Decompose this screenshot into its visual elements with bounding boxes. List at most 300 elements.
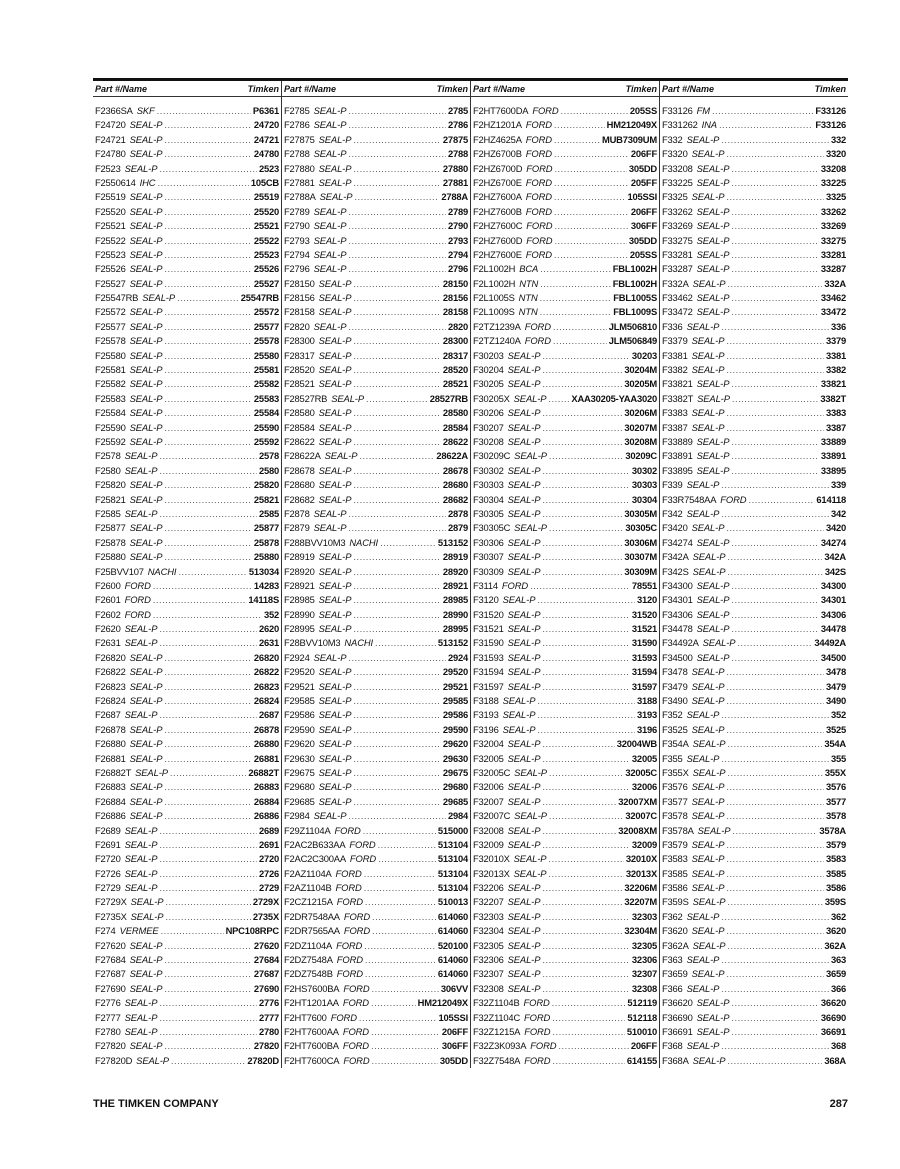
leader-dots [178,565,246,579]
table-row [93,608,281,622]
table-row [282,305,470,319]
manufacturer-name: SEAL-P [696,263,730,275]
manufacturer-name: SEAL-P [129,551,163,563]
part-number: F30208 [473,435,504,447]
part-number: F34300 [662,579,693,591]
table-row [282,824,470,838]
part-number: F3381 [662,349,688,361]
timken-number: 33225 [820,176,846,188]
column-rows [282,97,470,1068]
manufacturer-name: SEAL-P [696,234,730,246]
leader-dots [177,291,239,305]
timken-number: 33821 [820,378,846,390]
timken-number: 32006 [631,781,657,793]
timken-number: 30203 [631,349,657,361]
leader-dots [164,320,252,334]
timken-number: 31594 [631,666,657,678]
manufacturer-name: SEAL-P [691,968,725,980]
leader-dots [353,377,441,391]
leader-dots [164,363,252,377]
table-row [282,550,470,564]
leader-dots [164,953,252,967]
leader-dots [540,305,612,319]
timken-number: 14118S [248,594,279,606]
manufacturer-name: SEAL-P [507,925,541,937]
table-row [93,1011,281,1025]
table-row [471,852,659,866]
part-number: F29680 [284,781,315,793]
table-row [282,449,470,463]
manufacturer-name: SEAL-P [691,666,725,678]
part-number: F2DZ7548B [284,968,333,980]
timken-number: 27880 [442,162,468,174]
leader-dots [348,507,446,521]
leader-dots [542,651,630,665]
leader-dots [731,377,819,391]
timken-number: 3576 [825,781,846,793]
timken-number: 29680 [442,781,468,793]
part-number: F27880 [284,162,315,174]
leader-dots [165,895,251,909]
manufacturer-name: SEAL-P [318,435,352,447]
leader-dots [159,881,257,895]
timken-number: 29590 [442,723,468,735]
parts-table [93,78,848,1068]
table-row [471,320,659,334]
leader-dots [159,622,257,636]
leader-dots [727,895,823,909]
manufacturer-name: SEAL-P [129,651,163,663]
timken-number: 30309M [624,565,657,577]
leader-dots [731,464,819,478]
leader-dots [712,104,813,118]
timken-number: 25581 [253,364,279,376]
leader-dots [164,262,252,276]
timken-number: 342 [830,507,846,519]
manufacturer-name: SEAL-P [313,507,347,519]
manufacturer-name: SEAL-P [124,838,158,850]
manufacturer-name: SEAL-P [502,723,536,735]
part-number: F2550614 [95,176,136,188]
leader-dots [542,478,630,492]
table-row [660,406,848,420]
timken-number: 354A [824,738,846,750]
manufacturer-name: SEAL-P [692,565,726,577]
table-row [282,867,470,881]
timken-number: 2585 [258,507,279,519]
manufacturer-name: SEAL-P [696,306,730,318]
leader-dots [363,824,436,838]
manufacturer-name: SEAL-P [697,824,731,836]
table-row [471,406,659,420]
part-number: F29675 [284,766,315,778]
timken-number: F33126 [815,105,846,116]
table-row [282,421,470,435]
part-number: F28682 [284,493,315,505]
part-number: F2580 [95,464,121,476]
part-number: F25592 [95,435,126,447]
timken-number: 30208M [624,435,657,447]
leader-dots [542,939,630,953]
manufacturer-name: FORD [530,1040,557,1052]
part-number: F28680 [284,479,315,491]
table-row [471,435,659,449]
part-number: F2DZ7548A [284,954,333,966]
part-number: F32207 [473,896,504,908]
leader-dots [731,593,819,607]
part-number: F29521 [284,680,315,692]
manufacturer-name: SEAL-P [507,910,541,922]
leader-dots [727,939,822,953]
manufacturer-name: SEAL-P [507,838,541,850]
timken-number: 3382T [820,392,846,404]
leader-dots [726,809,824,823]
manufacturer-name: SEAL-P [691,695,725,707]
manufacturer-name: SEAL-P [691,335,725,347]
manufacturer-name: SEAL-P [318,162,352,174]
part-number: F33R7548AA [662,493,717,505]
part-number: F354A [662,738,689,750]
timken-number: 614060 [437,968,468,980]
manufacturer-name: SEAL-P [313,205,347,217]
leader-dots [731,205,819,219]
leader-dots [164,536,252,550]
part-number: F34492A [662,637,699,649]
manufacturer-name: SEAL-P [507,407,541,419]
leader-dots [549,521,623,535]
manufacturer-name: FM [696,105,710,116]
manufacturer-name: FORD [335,882,362,894]
table-row [93,406,281,420]
manufacturer-name: SEAL-P [692,939,726,951]
table-row [471,1011,659,1025]
header-timken-label: Timken [814,83,846,94]
leader-dots [164,723,252,737]
timken-number: 2687 [258,709,279,721]
timken-number: 29520 [442,666,468,678]
manufacturer-name: SEAL-P [686,507,720,519]
leader-dots [153,593,247,607]
manufacturer-name: SEAL-P [318,378,352,390]
manufacturer-name: IHC [139,176,156,188]
part-number: F2HZ7600B [473,205,522,217]
timken-number: 32206M [624,882,657,894]
table-row [471,349,659,363]
table-row [282,406,470,420]
leader-dots [537,694,635,708]
table-row [93,593,281,607]
manufacturer-name: FORD [720,493,747,505]
manufacturer-name: FORD [343,925,371,937]
table-row [471,723,659,737]
timken-number: 31520 [631,608,657,620]
part-number: F25578 [95,335,126,347]
table-row [660,953,848,967]
table-row [93,377,281,391]
part-number: F366 [662,982,683,994]
manufacturer-name: FORD [342,1026,369,1037]
leader-dots [378,852,436,866]
leader-dots [542,435,622,449]
header-part-label: Part #/Name [662,83,715,94]
leader-dots [164,809,252,823]
leader-dots [353,723,441,737]
part-number: F31593 [473,651,504,663]
leader-dots [164,219,252,233]
part-number: F33889 [662,435,693,447]
manufacturer-name: SEAL-P [696,1026,730,1037]
leader-dots [540,291,612,305]
table-row [93,579,281,593]
timken-number: 2726 [258,867,279,879]
part-number: F25583 [95,392,126,404]
manufacturer-name: SEAL-P [686,479,720,491]
part-number: F3382T [662,392,694,404]
part-number: F2TZ1240A [473,335,521,347]
part-number: F3478 [662,666,688,678]
timken-number: 342S [824,565,846,577]
manufacturer-name: SEAL-P [502,709,536,721]
part-number: F32206 [473,882,504,894]
leader-dots [353,737,441,751]
leader-dots [348,809,446,823]
table-row [282,176,470,190]
table-row [93,277,281,291]
leader-dots [731,622,819,636]
manufacturer-name: FORD [343,910,371,922]
table-row [93,895,281,909]
part-number: F3577 [662,795,688,807]
manufacturer-name: SEAL-P [130,910,164,922]
manufacturer-name: SEAL-P [507,954,541,966]
manufacturer-name: SEAL-P [318,666,352,678]
leader-dots [159,636,257,650]
leader-dots [353,766,441,780]
timken-number: 30305M [624,507,657,519]
leader-dots [164,205,252,219]
table-row [471,104,659,118]
timken-number: 513104 [437,853,468,865]
table-row [93,190,281,204]
part-number: F2HT7600CA [284,1054,340,1066]
leader-dots [542,780,630,794]
manufacturer-name: SEAL-P [129,1040,163,1052]
table-row [660,565,848,579]
part-number: F3659 [662,968,688,980]
manufacturer-name: SEAL-P [318,493,352,505]
manufacturer-name: SEAL-P [507,364,541,376]
timken-number: 2720 [258,853,279,865]
manufacturer-name: FORD [342,997,369,1009]
part-number: F30305C [473,522,511,534]
timken-number: 513034 [248,565,279,577]
timken-number: 2793 [447,234,468,246]
footer-company: THE TIMKEN COMPANY [93,1098,219,1110]
leader-dots [164,1039,252,1053]
manufacturer-name: SEAL-P [507,968,541,980]
table-row [471,622,659,636]
table-row [282,248,470,262]
manufacturer-name: SEAL-P [513,867,547,879]
timken-number: 28622 [442,435,468,447]
leader-dots [375,636,436,650]
leader-dots [731,608,819,622]
part-number: F28622 [284,435,315,447]
leader-dots [378,838,436,852]
table-row [471,1039,659,1053]
manufacturer-name: SEAL-P [129,695,163,707]
timken-number: 25880 [253,551,279,563]
leader-dots [542,608,630,622]
timken-number: 27820 [253,1040,279,1052]
manufacturer-name: SEAL-P [318,723,352,735]
timken-number: 29585 [442,695,468,707]
table-row [660,895,848,909]
leader-dots [348,320,446,334]
part-number: F33895 [662,464,693,476]
part-number: F28584 [284,421,315,433]
manufacturer-name: SEAL-P [507,493,541,505]
part-number: F33208 [662,162,693,174]
table-row [93,694,281,708]
timken-number: 3478 [825,666,846,678]
leader-dots [726,147,824,161]
manufacturer-name: NACHI [147,565,177,577]
leader-dots [537,723,635,737]
timken-number: 29620 [442,738,468,750]
leader-dots [554,162,626,176]
table-row [471,565,659,579]
manufacturer-name: SEAL-P [507,623,541,635]
part-number: F362A [662,939,689,951]
part-number: F2794 [284,248,310,260]
manufacturer-name: FORD [124,594,151,606]
part-number: F30302 [473,464,504,476]
timken-number: 2777 [258,1011,279,1023]
timken-number: 2580 [258,464,279,476]
manufacturer-name: FORD [336,896,363,908]
timken-number: 28995 [442,623,468,635]
leader-dots [353,752,441,766]
manufacturer-name: SEAL-P [318,306,352,318]
manufacturer-name: SEAL-P [318,565,352,577]
table-row [93,234,281,248]
leader-dots [554,118,605,132]
timken-number: 3387 [825,421,846,433]
timken-number: 614155 [626,1054,657,1066]
leader-dots [164,349,252,363]
manufacturer-name: SEAL-P [696,162,730,174]
table-row [471,392,659,406]
timken-number: 32007C [625,810,657,822]
table-row [93,636,281,650]
table-row [471,1025,659,1039]
manufacturer-name: SEAL-P [129,421,163,433]
timken-number: 26820 [253,651,279,663]
part-number: F32305 [473,939,504,951]
manufacturer-name: SEAL-P [507,536,541,548]
table-row [471,694,659,708]
timken-number: 352 [263,608,279,620]
manufacturer-name: SEAL-P [318,752,352,764]
timken-number: 342A [824,551,846,563]
part-number: F24720 [95,119,126,131]
table-row [93,305,281,319]
manufacturer-name: SEAL-P [318,680,352,692]
table-row [93,565,281,579]
timken-number: 30305C [625,522,657,534]
leader-dots [540,262,611,276]
timken-number: 306FF [630,220,657,232]
manufacturer-name: FORD [342,1040,369,1052]
leader-dots [726,867,824,881]
manufacturer-name: FORD [343,1054,370,1066]
manufacturer-name: SEAL-P [691,522,725,534]
leader-dots [542,536,622,550]
part-number: F31590 [473,637,504,649]
table-row [93,1054,281,1068]
leader-dots [165,910,251,924]
table-row [93,680,281,694]
table-row [660,579,848,593]
table-row [660,550,848,564]
timken-number: 33462 [820,292,846,304]
timken-number: 28527RB [429,392,468,404]
table-row [93,133,281,147]
manufacturer-name: SEAL-P [129,248,163,260]
leader-dots [731,248,819,262]
part-number: F32Z1104C [473,1011,521,1023]
timken-number: 30205M [624,378,657,390]
part-number: F3325 [662,191,688,203]
leader-dots [542,377,622,391]
table-row [282,205,470,219]
timken-number: 25582 [253,378,279,390]
leader-dots [719,118,813,132]
manufacturer-name: SEAL-P [124,824,158,836]
timken-number: 28990 [442,608,468,620]
manufacturer-name: SEAL-P [691,148,725,160]
part-number: F274 [95,925,116,937]
part-number: F26883 [95,781,126,793]
part-number: F2HT7600AA [284,1026,339,1037]
part-number: F2689 [95,824,121,836]
leader-dots [164,248,252,262]
part-number: F26824 [95,695,126,707]
leader-dots [558,1039,628,1053]
table-row [93,320,281,334]
part-number: F352 [662,709,683,721]
table-row [93,104,281,118]
timken-number: 32007XM [618,795,657,807]
table-row [660,867,848,881]
manufacturer-name: SEAL-P [129,954,163,966]
leader-dots [353,708,441,722]
table-row [93,953,281,967]
timken-number: 14283 [253,579,279,591]
table-row [471,967,659,981]
leader-dots [721,1039,829,1053]
table-row [282,349,470,363]
part-number: F36620 [662,997,693,1009]
leader-dots [164,435,252,449]
part-number: F26820 [95,651,126,663]
leader-dots [164,305,252,319]
table-row [660,219,848,233]
manufacturer-name: SEAL-P [129,349,163,361]
timken-number: 513104 [437,882,468,894]
leader-dots [721,708,829,722]
